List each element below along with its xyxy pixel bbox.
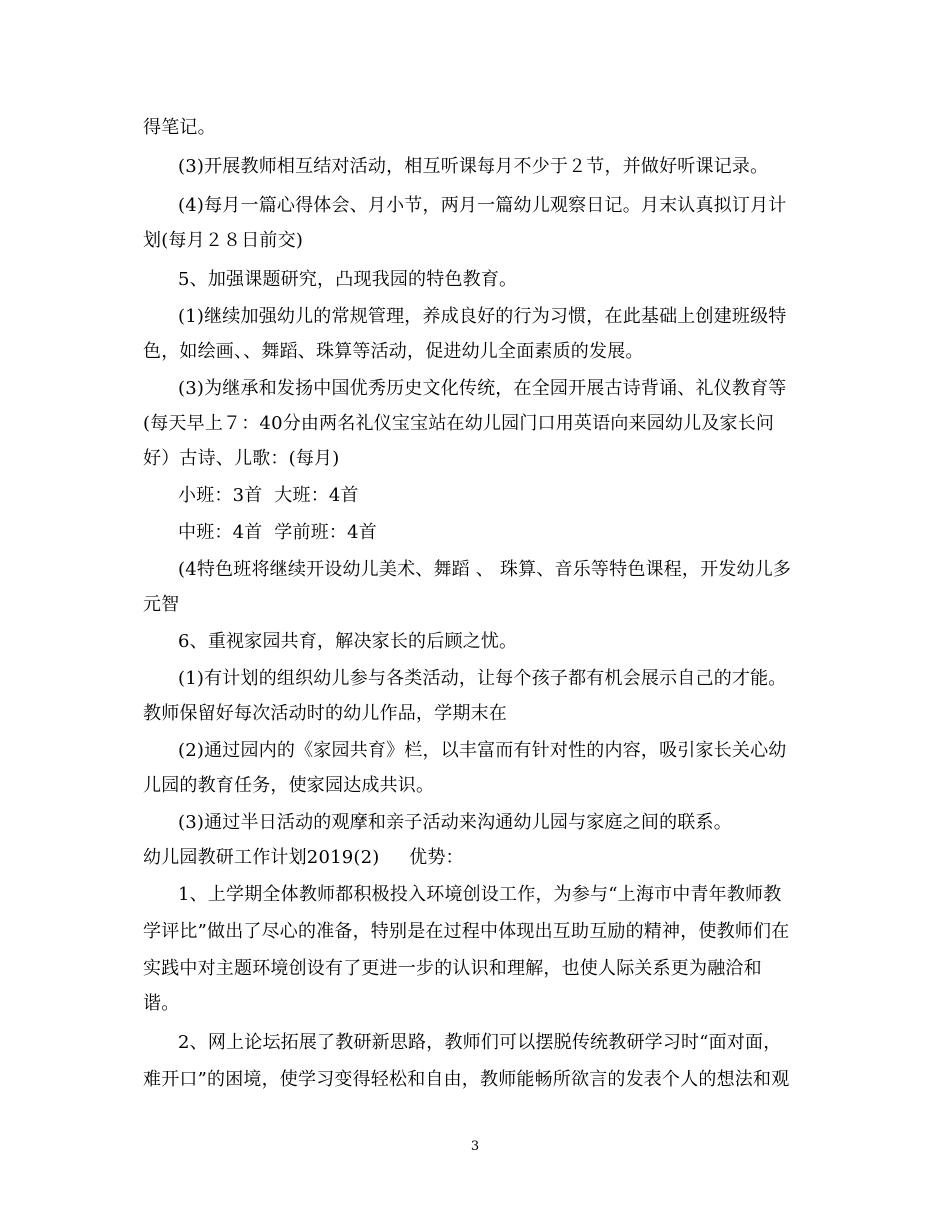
text-line: (1)继续加强幼儿的常规管理，养成良好的行为习惯，在此基础上创建班级特 — [178, 306, 787, 327]
text-line: 1、上学期全体教师都积极投入环境创设工作，为参与“上海市中青年教师教 — [178, 884, 782, 905]
text-line: 划(每月２８日前交) — [143, 230, 304, 251]
text-line: (每天早上７：40分由两名礼仪宝宝站在幼儿园门口用英语向来园幼儿及家长问 — [143, 413, 775, 434]
section-heading: 幼儿园教研工作计划2019(2) 优势： — [143, 847, 464, 868]
text-line: (3)通过半日活动的观摩和亲子活动来沟通幼儿园与家庭之间的联系。 — [178, 812, 732, 833]
text-line: 5、加强课题研究，凸现我园的特色教育。 — [178, 269, 518, 290]
text-line: (4特色班将继续开设幼儿美术、舞蹈 、 珠算、音乐等特色课程，开发幼儿多 — [178, 559, 792, 580]
text-line: (1)有计划的组织幼儿参与各类活动，让每个孩子都有机会展示自己的才能。 — [178, 668, 787, 689]
text-line: 6、重视家园共育，解决家长的后顾之忧。 — [178, 631, 518, 652]
text-line: (4)每月一篇心得体会、月小节，两月一篇幼儿观察日记。月末认真拟订月计 — [178, 195, 787, 216]
page-number: 3 — [470, 1139, 480, 1154]
text-line: 教师保留好每次活动时的幼儿作品，学期末在 — [143, 703, 507, 724]
text-line: 难开口”的困境，使学习变得轻松和自由，教师能畅所欲言的发表个人的想法和观 — [143, 1069, 790, 1090]
text-line: 色，如绘画、、舞蹈、珠算等活动，促进幼儿全面素质的发展。 — [143, 341, 644, 362]
text-line: 谐。 — [143, 993, 180, 1014]
text-line: 小班：3首 大班：4首 — [178, 485, 359, 506]
text-line: 好）古诗、儿歌：(每月) — [143, 448, 340, 469]
text-line: 元智 — [143, 594, 180, 615]
text-line: (3)为继承和发扬中国优秀历史文化传统，在全园开展古诗背诵、礼仪教育等 — [178, 378, 787, 399]
text-line: 学评比”做出了尽心的准备，特别是在过程中体现出互助互励的精神，使教师们在 — [143, 921, 790, 942]
text-line: 儿园的教育任务，使家园达成共识。 — [143, 775, 435, 796]
text-line: 中班：4首 学前班：4首 — [178, 522, 377, 543]
text-line: 实践中对主题环境创设有了更进一步的认识和理解，也使人际关系更为融洽和 — [143, 958, 762, 979]
text-line: (3)开展教师相互结对活动，相互听课每月不少于２节，并做好听课记录。 — [178, 156, 769, 177]
text-line: 2、网上论坛拓展了教研新思路，教师们可以摆脱传统教研学习时“面对面， — [178, 1032, 782, 1053]
text-line: 得笔记。 — [143, 117, 216, 138]
text-line: (2)通过园内的《家园共育》栏，以丰富而有针对性的内容，吸引家长关心幼 — [178, 740, 787, 761]
